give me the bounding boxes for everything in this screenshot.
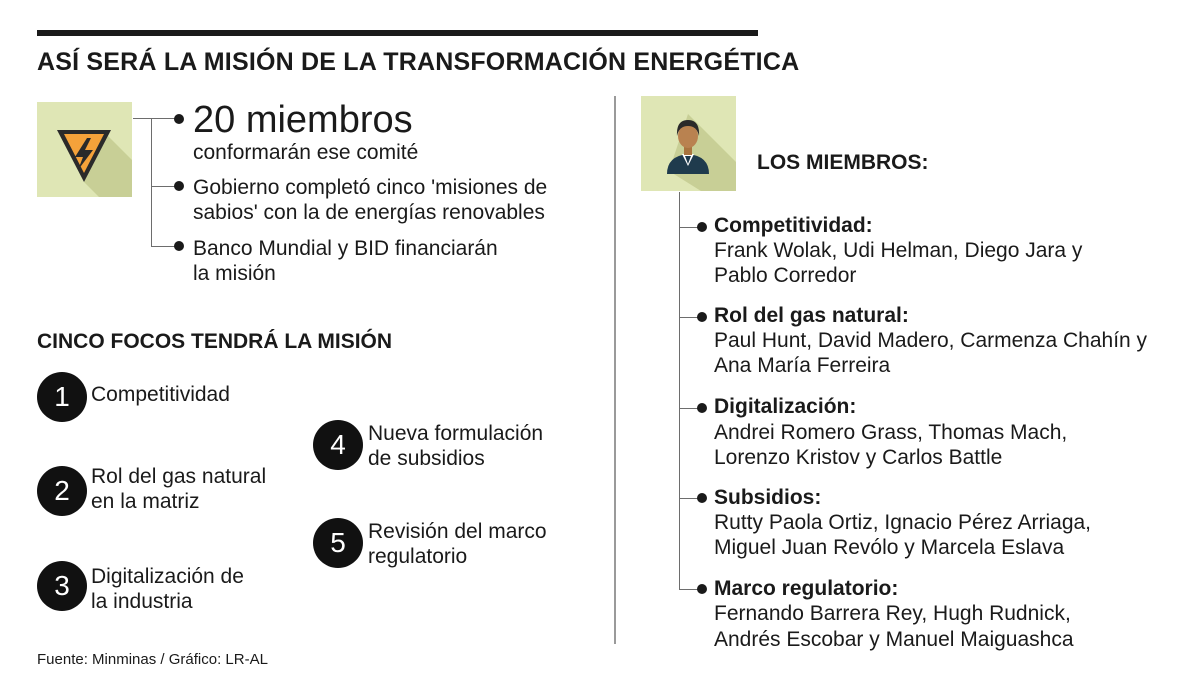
bullet-dot: [174, 181, 184, 191]
member-names: Pablo Corredor: [714, 264, 857, 287]
focus-label: Nueva formulación: [368, 422, 544, 445]
focos-heading: CINCO FOCOS TENDRÁ LA MISIÓN: [37, 330, 393, 353]
bullet-dot: [174, 114, 184, 124]
member-group-title: Marco regulatorio:: [714, 577, 899, 600]
page-title: ASÍ SERÁ LA MISIÓN DE LA TRANSFORMACIÓN ENERGÉTICA: [37, 48, 800, 76]
focus-label: la industria: [91, 590, 193, 613]
focus-label: Digitalización de: [91, 565, 244, 588]
members-bracket-branch: [679, 227, 699, 228]
person-avatar-icon: [641, 96, 736, 191]
fact-financing: Banco Mundial y BID financiarán: [193, 237, 498, 260]
focus-label: Revisión del marco: [368, 520, 547, 543]
column-divider: [614, 96, 616, 644]
members-icon-box: [641, 96, 736, 191]
bracket-top: [133, 118, 176, 119]
bullet-dot: [697, 493, 707, 503]
focus-label: Rol del gas natural: [91, 465, 267, 488]
member-names: Frank Wolak, Udi Helman, Diego Jara y: [714, 239, 1083, 262]
members-bracket-stem: [679, 192, 680, 590]
fact-missions: sabios' con la de energías renovables: [193, 201, 545, 224]
focus-number-badge: 4: [313, 420, 363, 470]
member-names: Andrei Romero Grass, Thomas Mach,: [714, 421, 1068, 444]
focus-number-badge: 5: [313, 518, 363, 568]
focus-label: de subsidios: [368, 447, 485, 470]
fact-financing: la misión: [193, 262, 276, 285]
members-count-caption: conformarán ese comité: [193, 141, 419, 164]
member-names: Andrés Escobar y Manuel Maiguashca: [714, 628, 1074, 651]
bullet-dot: [697, 222, 707, 232]
members-bracket-branch: [679, 498, 699, 499]
focus-label: Competitividad: [91, 383, 230, 406]
focus-label: en la matriz: [91, 490, 200, 513]
members-bracket-branch: [679, 317, 699, 318]
member-names: Ana María Ferreira: [714, 354, 891, 377]
bullet-dot: [697, 584, 707, 594]
member-names: Lorenzo Kristov y Carlos Battle: [714, 446, 1003, 469]
focus-label: regulatorio: [368, 545, 468, 568]
members-heading: LOS MIEMBROS:: [757, 151, 929, 174]
member-names: Fernando Barrera Rey, Hugh Rudnick,: [714, 602, 1071, 625]
top-rule: [37, 30, 758, 36]
source-credit: Fuente: Minminas / Gráfico: LR-AL: [37, 651, 268, 668]
focus-number-badge: 1: [37, 372, 87, 422]
member-names: Rutty Paola Ortiz, Ignacio Pérez Arriaga,: [714, 511, 1092, 534]
focus-number-badge: 3: [37, 561, 87, 611]
energy-icon-box: [37, 102, 132, 197]
member-names: Paul Hunt, David Madero, Carmenza Chahín y: [714, 329, 1148, 352]
bullet-dot: [697, 403, 707, 413]
bracket-branch: [151, 186, 176, 187]
member-group-title: Subsidios:: [714, 486, 822, 509]
members-count: 20 miembros: [193, 99, 413, 141]
focus-number-badge: 2: [37, 466, 87, 516]
bracket-branch: [151, 246, 176, 247]
high-voltage-warning-icon: [37, 102, 132, 197]
member-group-title: Competitividad:: [714, 214, 873, 237]
bracket-stem: [151, 118, 152, 246]
fact-missions: Gobierno completó cinco 'misiones de: [193, 176, 548, 199]
members-bracket-branch: [679, 589, 699, 590]
bullet-dot: [697, 312, 707, 322]
bullet-dot: [174, 241, 184, 251]
members-bracket-branch: [679, 408, 699, 409]
member-group-title: Rol del gas natural:: [714, 304, 909, 327]
member-group-title: Digitalización:: [714, 395, 857, 418]
member-names: Miguel Juan Revólo y Marcela Eslava: [714, 536, 1065, 559]
